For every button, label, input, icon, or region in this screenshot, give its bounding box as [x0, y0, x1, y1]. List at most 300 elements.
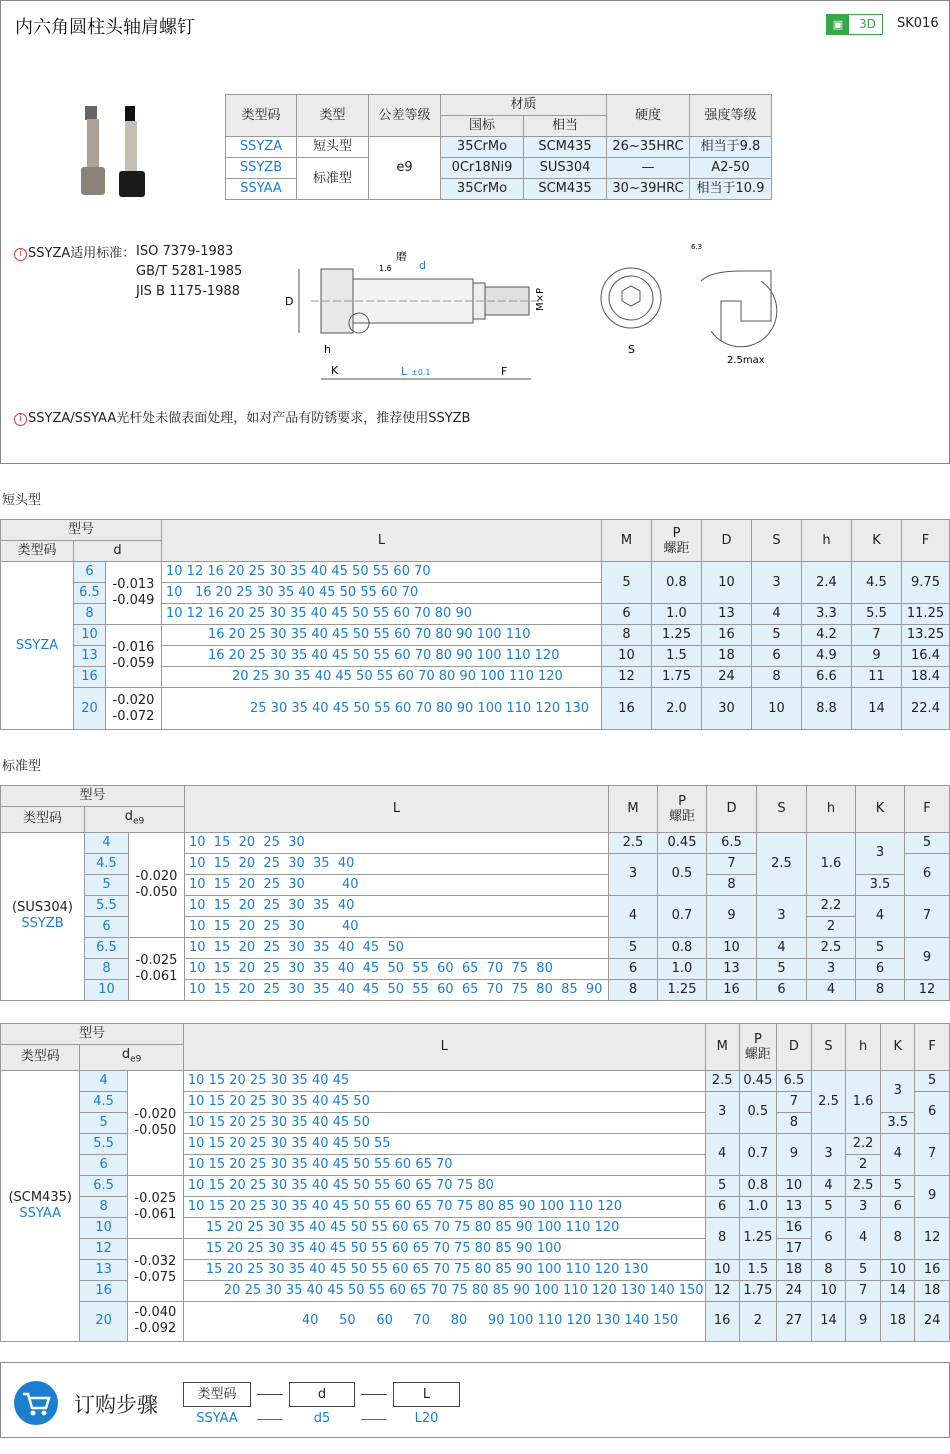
S-cell: 3 [757, 895, 807, 937]
h-cell: 2.2 [846, 1133, 881, 1154]
M-cell: 2.5 [705, 1070, 739, 1091]
D-cell: 24 [702, 667, 752, 688]
d-cell: 6 [80, 1154, 127, 1175]
th-L: L [183, 1024, 705, 1071]
h-cell: 7 [846, 1280, 881, 1301]
K-cell: 9 [852, 646, 902, 667]
h-cell: 2 [846, 1154, 881, 1175]
S-cell: 5 [757, 958, 807, 979]
M-cell: 5 [602, 562, 652, 604]
th-F: F [915, 1024, 950, 1071]
type-code-link[interactable]: SSYZB [226, 158, 297, 179]
standards-note: i SSYZA适用标准： [14, 242, 135, 261]
L-values[interactable]: 15 20 25 30 35 40 45 50 55 60 65 70 75 80 85 90 100 110 120 [183, 1217, 705, 1238]
K-cell: 3 [856, 832, 905, 874]
D-cell: 10 [707, 937, 757, 958]
h-cell: 2.5 [846, 1175, 881, 1196]
h-cell: 2.2 [807, 895, 856, 916]
P-cell: 1.5 [652, 646, 702, 667]
cart-icon [14, 1381, 58, 1425]
d-cell: 20 [74, 688, 106, 730]
L-values[interactable]: 10 15 20 25 30 40 [185, 916, 609, 937]
strength-cell: 相当于9.8 [690, 137, 772, 158]
th-d: d [74, 541, 162, 562]
L-values[interactable]: 10 15 20 25 30 35 40 45 50 55 60 65 70 75 80 85 90 [185, 979, 609, 1000]
D-cell: 17 [776, 1238, 811, 1259]
type-code-cell: (SUS304) SSYZB [1, 832, 85, 1000]
L-values[interactable]: 10 15 20 25 30 35 40 [185, 853, 609, 874]
S-cell: 4 [811, 1175, 845, 1196]
F-cell: 18 [915, 1280, 950, 1301]
h-cell: 4.2 [802, 625, 852, 646]
short-head-table [0, 519, 950, 730]
d-cell: 4.5 [80, 1091, 127, 1112]
M-cell: 8 [602, 625, 652, 646]
L-values[interactable]: 10 12 16 20 25 30 35 40 45 50 55 60 70 [162, 562, 602, 583]
th-M: M [602, 520, 652, 562]
d-cell: 8 [74, 604, 106, 625]
P-cell: 0.5 [739, 1091, 776, 1133]
L-values[interactable]: 10 15 20 25 30 35 40 45 50 55 60 65 70 75 80 85 90 100 110 120 [183, 1196, 705, 1217]
D-cell: 18 [776, 1259, 811, 1280]
F-cell: 22.4 [902, 688, 950, 730]
th-D: D [707, 786, 757, 833]
th-L: L [185, 786, 609, 833]
3d-model-button[interactable] [826, 14, 883, 35]
L-values[interactable]: 15 20 25 30 35 40 45 50 55 60 65 70 75 80 85 90 100 [183, 1238, 705, 1259]
product-header-panel [0, 0, 950, 464]
th-M: M [609, 786, 658, 833]
strength-cell: A2-50 [690, 158, 772, 179]
product-photo [73, 101, 163, 201]
svg-text:L: L [401, 365, 408, 378]
th-strength: 强度等级 [690, 95, 772, 137]
h-cell: 1.6 [846, 1070, 881, 1133]
M-cell: 10 [705, 1259, 739, 1280]
L-values[interactable]: 16 20 25 30 35 40 45 50 55 60 70 80 90 100 110 [162, 625, 602, 646]
technical-drawing [281, 241, 781, 386]
equiv-cell: SCM435 [524, 137, 607, 158]
S-cell: 6 [752, 646, 802, 667]
order-title: 订购步骤 [74, 1393, 158, 1417]
S-cell: 6 [811, 1217, 845, 1259]
h-cell: 6.6 [802, 667, 852, 688]
svg-text:D: D [285, 295, 294, 308]
P-cell: 0.8 [652, 562, 702, 604]
L-values[interactable]: 10 16 20 25 30 35 40 45 50 55 60 70 [162, 583, 602, 604]
svg-text:±0.1: ±0.1 [411, 368, 431, 377]
type-code-link[interactable]: SSYZA [226, 137, 297, 158]
info-icon: i [14, 248, 27, 261]
D-cell: 24 [776, 1280, 811, 1301]
h-cell: 3 [846, 1196, 881, 1217]
K-cell: 6 [881, 1196, 915, 1217]
F-cell: 11.25 [902, 604, 950, 625]
svg-text:磨: 磨 [396, 250, 407, 263]
P-cell: 1.25 [652, 625, 702, 646]
D-cell: 7 [707, 853, 757, 874]
L-values[interactable]: 40 50 60 70 80 90 100 110 120 130 140 150 [183, 1301, 705, 1341]
d-box: d [289, 1382, 355, 1407]
d-cell: 6.5 [74, 583, 106, 604]
svg-text:S: S [628, 343, 635, 356]
h-cell: 2.4 [802, 562, 852, 604]
L-values[interactable]: 10 15 20 25 30 35 40 [185, 895, 609, 916]
h-cell: 9 [846, 1301, 881, 1341]
M-cell: 4 [609, 895, 658, 937]
M-cell: 10 [602, 646, 652, 667]
D-cell: 18 [702, 646, 752, 667]
h-cell: 4 [807, 979, 856, 1000]
equiv-cell: SUS304 [524, 158, 607, 179]
h-cell: 8.8 [802, 688, 852, 730]
P-cell: 1.75 [739, 1280, 776, 1301]
th-type-code: 类型码 [226, 95, 297, 137]
tol-cell: -0.020 -0.072 [106, 688, 162, 730]
M-cell: 5 [609, 937, 658, 958]
L-values[interactable]: 20 25 30 35 40 45 50 55 60 70 80 90 100 110 120 [162, 667, 602, 688]
d-cell: 6 [74, 562, 106, 583]
d-cell: 13 [74, 646, 106, 667]
P-cell: 0.7 [658, 895, 707, 937]
d-cell: 10 [80, 1217, 127, 1238]
P-cell: 0.45 [739, 1070, 776, 1091]
type-code-box: 类型码 [183, 1382, 251, 1407]
d-cell: 5 [85, 874, 129, 895]
separator [361, 1419, 387, 1420]
L-values[interactable]: 16 20 25 30 35 40 45 50 55 60 70 80 90 100 110 120 [162, 646, 602, 667]
d-cell: 4 [85, 832, 129, 853]
P-cell: 0.8 [658, 937, 707, 958]
D-cell: 16 [702, 625, 752, 646]
h-cell: 4 [846, 1217, 881, 1259]
type-code-example: SSYAA [196, 1411, 238, 1426]
S-cell: 8 [811, 1259, 845, 1280]
F-cell: 16.4 [902, 646, 950, 667]
tol-cell: -0.016 -0.059 [106, 625, 162, 688]
th-F: F [905, 786, 950, 833]
F-cell: 16 [915, 1259, 950, 1280]
K-cell: 4.5 [852, 562, 902, 604]
h-cell: 3 [807, 958, 856, 979]
D-cell: 13 [776, 1196, 811, 1217]
M-cell: 4 [705, 1133, 739, 1175]
th-h: h [802, 520, 852, 562]
svg-text:F: F [501, 365, 508, 378]
D-cell: 7 [776, 1091, 811, 1112]
th-type-code: 类型码 [1, 541, 74, 562]
L-values[interactable]: 10 15 20 25 30 35 40 45 [183, 1070, 705, 1091]
P-cell: 1.5 [739, 1259, 776, 1280]
d-cell: 5.5 [80, 1133, 127, 1154]
d-cell: 10 [85, 979, 129, 1000]
F-cell: 12 [905, 979, 950, 1000]
S-cell: 3 [752, 562, 802, 604]
P-cell: 1.0 [658, 958, 707, 979]
F-cell: 6 [905, 853, 950, 895]
L-values[interactable]: 10 15 20 25 30 35 40 45 50 55 60 65 70 75 80 [185, 958, 609, 979]
S-cell: 5 [752, 625, 802, 646]
S-cell: 10 [752, 688, 802, 730]
standards-list: ISO 7379-1983 GB/T 5281-1985 JIS B 1175-1988 [136, 244, 243, 299]
tol-cell: -0.025 -0.061 [129, 937, 185, 1000]
D-cell: 10 [776, 1175, 811, 1196]
svg-text:h: h [324, 343, 331, 356]
K-cell: 11 [852, 667, 902, 688]
D-cell: 16 [776, 1217, 811, 1238]
K-cell: 5 [881, 1175, 915, 1196]
K-cell: 6 [856, 958, 905, 979]
d-cell: 13 [80, 1259, 127, 1280]
D-cell: 6.5 [776, 1070, 811, 1091]
D-cell: 9 [776, 1133, 811, 1175]
P-cell: 0.8 [739, 1175, 776, 1196]
F-cell: 5 [905, 832, 950, 853]
type-cell: 标准型 [297, 158, 369, 200]
d-cell: 12 [80, 1238, 127, 1259]
D-cell: 27 [776, 1301, 811, 1341]
D-cell: 16 [707, 979, 757, 1000]
cube-icon: ▣ [827, 15, 849, 34]
S-cell: 3 [811, 1133, 845, 1175]
gb-cell: 35CrMo [441, 179, 524, 200]
h-cell: 5 [846, 1259, 881, 1280]
L-values[interactable]: 10 15 20 25 30 35 40 45 50 55 60 65 70 [183, 1154, 705, 1175]
d-cell: 4.5 [85, 853, 129, 874]
F-cell: 6 [915, 1091, 950, 1133]
tol-cell: -0.032 -0.075 [127, 1238, 183, 1301]
d-cell: 20 [80, 1301, 127, 1341]
F-cell: 7 [905, 895, 950, 937]
th-material: 材质 [441, 95, 607, 116]
M-cell: 5 [705, 1175, 739, 1196]
svg-text:d: d [419, 259, 426, 272]
M-cell: 8 [705, 1217, 739, 1259]
K-cell: 5.5 [852, 604, 902, 625]
th-K: K [852, 520, 902, 562]
hardness-cell: 26~35HRC [607, 137, 690, 158]
M-cell: 8 [609, 979, 658, 1000]
d-cell: 6.5 [80, 1175, 127, 1196]
th-d-e9: $d_{e9}$ [85, 807, 185, 833]
F-cell: 7 [915, 1133, 950, 1175]
D-cell: 13 [707, 958, 757, 979]
K-cell: 4 [856, 895, 905, 937]
M-cell: 16 [705, 1301, 739, 1341]
P-cell: 1.0 [652, 604, 702, 625]
d-cell: 16 [80, 1280, 127, 1301]
D-cell: 9 [707, 895, 757, 937]
th-P: P 螺距 [739, 1024, 776, 1071]
standard-scm435-table [0, 1023, 950, 1342]
th-gb: 国标 [441, 116, 524, 137]
M-cell: 6 [609, 958, 658, 979]
K-cell: 14 [852, 688, 902, 730]
P-cell: 1.0 [739, 1196, 776, 1217]
M-cell: 6 [705, 1196, 739, 1217]
type-cell: 短头型 [297, 137, 369, 158]
M-cell: 12 [705, 1280, 739, 1301]
F-cell: 12 [915, 1217, 950, 1259]
K-cell: 5 [856, 937, 905, 958]
tol-cell: -0.040 -0.092 [127, 1301, 183, 1341]
d-cell: 8 [80, 1196, 127, 1217]
th-M: M [705, 1024, 739, 1071]
D-cell: 13 [702, 604, 752, 625]
P-cell: 0.5 [658, 853, 707, 895]
F-cell: 9 [915, 1175, 950, 1217]
L-values[interactable]: 10 15 20 25 30 [185, 832, 609, 853]
P-cell: 1.75 [652, 667, 702, 688]
th-hardness: 硬度 [607, 95, 690, 137]
type-code-link[interactable]: SSYZA [1, 562, 74, 730]
3d-label: 3D [859, 17, 876, 31]
S-cell: 4 [752, 604, 802, 625]
D-cell: 6.5 [707, 832, 757, 853]
L-values[interactable]: 20 25 30 35 40 45 50 55 60 65 70 75 80 85 90 100 110 120 130 140 150 [183, 1280, 705, 1301]
F-cell: 9.75 [902, 562, 950, 604]
order-steps-panel [0, 1362, 950, 1438]
P-cell: 1.25 [739, 1217, 776, 1259]
K-cell: 18 [881, 1301, 915, 1341]
K-cell: 10 [881, 1259, 915, 1280]
P-cell: 0.45 [658, 832, 707, 853]
L-values[interactable]: 10 15 20 25 30 35 40 45 50 55 [183, 1133, 705, 1154]
K-cell: 4 [881, 1133, 915, 1175]
M-cell: 3 [609, 853, 658, 895]
th-model: 型号 [1, 786, 185, 807]
tol-cell: -0.013 -0.049 [106, 562, 162, 625]
K-cell: 3.5 [881, 1112, 915, 1133]
gb-cell: 35CrMo [441, 137, 524, 158]
th-type-code: 类型码 [1, 807, 85, 833]
section-label: 短头型 [2, 493, 42, 508]
M-cell: 16 [602, 688, 652, 730]
th-P: P 螺距 [658, 786, 707, 833]
D-cell: 30 [702, 688, 752, 730]
hardness-cell: 30~39HRC [607, 179, 690, 200]
L-values[interactable]: 15 20 25 30 35 40 45 50 55 60 65 70 75 80 85 90 100 110 120 130 [183, 1259, 705, 1280]
L-values[interactable]: 25 30 35 40 45 50 55 60 70 80 90 100 110 120 130 [162, 688, 602, 730]
F-cell: 13.25 [902, 625, 950, 646]
L-values[interactable]: 10 15 20 25 30 40 [185, 874, 609, 895]
svg-text:2.5max: 2.5max [727, 355, 765, 366]
strength-cell: 相当于10.9 [690, 179, 772, 200]
svg-text:K: K [331, 364, 339, 377]
M-cell: 3 [705, 1091, 739, 1133]
S-cell: 2.5 [811, 1070, 845, 1133]
P-cell: 1.25 [658, 979, 707, 1000]
th-K: K [856, 786, 905, 833]
th-model: 型号 [1, 520, 162, 541]
d-cell: 16 [74, 667, 106, 688]
L-values[interactable]: 10 15 20 25 30 35 40 45 50 55 60 65 70 75 80 [183, 1175, 705, 1196]
L-values[interactable]: 10 15 20 25 30 35 40 45 50 [183, 1091, 705, 1112]
separator [257, 1419, 283, 1420]
type-code-cell: (SCM435) SSYAA [1, 1070, 80, 1341]
L-values[interactable]: 10 12 16 20 25 30 35 40 45 50 55 60 70 80 90 [162, 604, 602, 625]
tolerance-cell: e9 [369, 137, 441, 200]
d-cell: 6.5 [85, 937, 129, 958]
th-S: S [811, 1024, 845, 1071]
tol-cell: -0.020 -0.050 [129, 832, 185, 937]
L-example: L20 [414, 1411, 439, 1426]
S-cell: 2.5 [757, 832, 807, 895]
th-h: h [807, 786, 856, 833]
page-title: 内六角圆柱头轴肩螺钉 [15, 17, 195, 38]
S-cell: 14 [811, 1301, 845, 1341]
F-cell: 9 [905, 937, 950, 979]
M-cell: 2.5 [609, 832, 658, 853]
h-cell: 2 [807, 916, 856, 937]
th-D: D [702, 520, 752, 562]
separator [257, 1394, 283, 1395]
th-D: D [776, 1024, 811, 1071]
d-cell: 6 [85, 916, 129, 937]
info-icon: i [14, 413, 27, 426]
P-cell: 2.0 [652, 688, 702, 730]
K-cell: 8 [881, 1217, 915, 1259]
th-K: K [881, 1024, 915, 1071]
d-example: d5 [313, 1411, 331, 1426]
h-cell: 2.5 [807, 937, 856, 958]
th-equiv: 相当 [524, 116, 607, 137]
K-cell: 3 [881, 1070, 915, 1112]
th-P: P 螺距 [652, 520, 702, 562]
type-code-link[interactable]: SSYAA [19, 1205, 61, 1221]
d-cell: 5.5 [85, 895, 129, 916]
D-cell: 10 [702, 562, 752, 604]
th-h: h [846, 1024, 881, 1071]
type-code-link[interactable]: SSYAA [226, 179, 297, 200]
L-values[interactable]: 10 15 20 25 30 35 40 45 50 [183, 1112, 705, 1133]
K-cell: 3.5 [856, 874, 905, 895]
F-cell: 18.4 [902, 667, 950, 688]
F-cell: 5 [915, 1070, 950, 1091]
th-d-e9: $d_{e9}$ [80, 1045, 184, 1071]
th-F: F [902, 520, 950, 562]
material-spec-table [225, 94, 772, 200]
tol-cell: -0.020 -0.050 [127, 1070, 183, 1175]
type-code-link[interactable]: SSYZB [21, 916, 64, 932]
d-cell: 8 [85, 958, 129, 979]
th-L: L [162, 520, 602, 562]
S-cell: 8 [752, 667, 802, 688]
th-model: 型号 [1, 1024, 184, 1045]
th-type: 类型 [297, 95, 369, 137]
h-cell: 3.3 [802, 604, 852, 625]
D-cell: 8 [707, 874, 757, 895]
S-cell: 5 [811, 1196, 845, 1217]
svg-text:6.3: 6.3 [691, 243, 703, 251]
L-box: L [393, 1382, 460, 1407]
L-values[interactable]: 10 15 20 25 30 35 40 45 50 [185, 937, 609, 958]
rust-note: i SSYZA/SSYAA光杆处未做表面处理，如对产品有防锈要求，推荐使用SSYZB [14, 407, 470, 426]
h-cell: 1.6 [807, 832, 856, 895]
P-cell: 2 [739, 1301, 776, 1341]
equiv-cell: SCM435 [524, 179, 607, 200]
th-tolerance: 公差等级 [369, 95, 441, 137]
d-cell: 5 [80, 1112, 127, 1133]
separator [361, 1394, 387, 1395]
P-cell: 0.7 [739, 1133, 776, 1175]
F-cell: 24 [915, 1301, 950, 1341]
standard-sus304-table [0, 785, 950, 1001]
svg-text:1.6: 1.6 [379, 264, 392, 273]
h-cell: 4.9 [802, 646, 852, 667]
K-cell: 8 [856, 979, 905, 1000]
D-cell: 8 [776, 1112, 811, 1133]
